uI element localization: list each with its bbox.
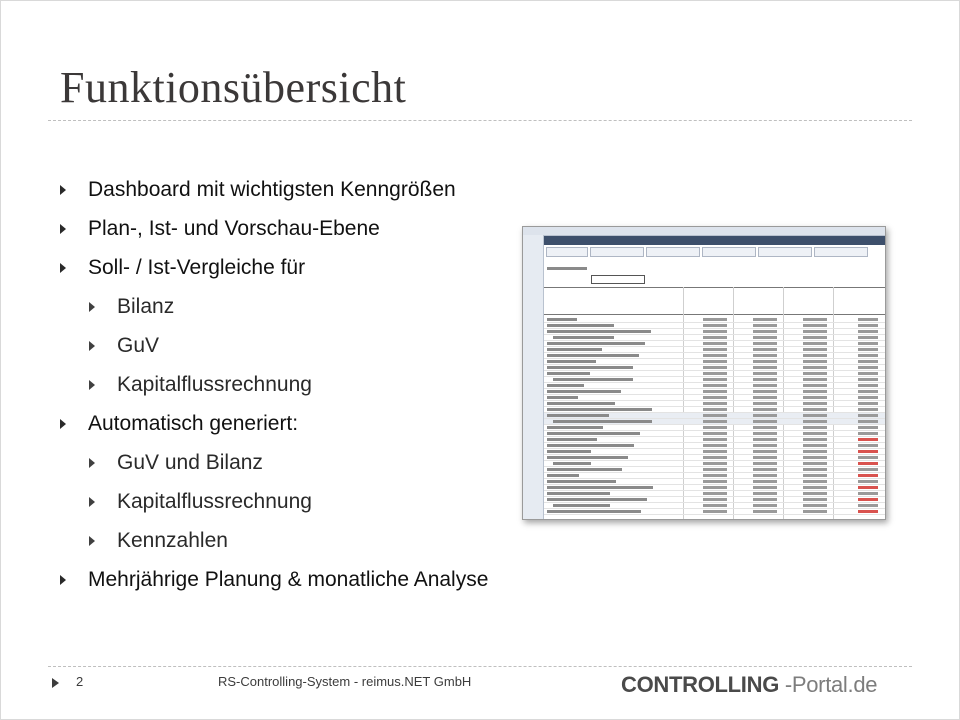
sheet-row-label xyxy=(547,450,591,453)
sheet-grid-line xyxy=(544,364,885,365)
sheet-grid-line xyxy=(544,358,885,359)
sheet-deviation-cell xyxy=(858,462,878,465)
sheet-number-cell xyxy=(803,354,827,357)
sheet-row-label xyxy=(553,462,591,465)
sheet-number-cell xyxy=(703,486,727,489)
sheet-row-label xyxy=(547,486,653,489)
sheet-row-label xyxy=(547,426,603,429)
sheet-deviation-cell xyxy=(858,360,878,363)
triangle-bullet-icon xyxy=(89,536,95,546)
sub-bullet-text: Kennzahlen xyxy=(117,529,228,552)
sheet-number-cell xyxy=(753,336,777,339)
sheet-number-cell xyxy=(803,504,827,507)
sheet-number-cell xyxy=(703,384,727,387)
triangle-bullet-icon xyxy=(60,575,66,585)
bullet-text: Plan-, Ist- und Vorschau-Ebene xyxy=(88,217,380,240)
sheet-number-cell xyxy=(803,474,827,477)
bullet-text: Dashboard mit wichtigsten Kenngrößen xyxy=(88,178,456,201)
sheet-deviation-cell xyxy=(858,402,878,405)
sheet-number-cell xyxy=(703,390,727,393)
sheet-number-cell xyxy=(803,330,827,333)
sheet-number-cell xyxy=(753,432,777,435)
sheet-grid-line xyxy=(544,370,885,371)
triangle-bullet-icon xyxy=(89,380,95,390)
triangle-bullet-icon xyxy=(89,497,95,507)
sheet-row-label xyxy=(553,504,610,507)
logo-light-text: -Portal.de xyxy=(779,672,878,697)
sheet-number-cell xyxy=(703,396,727,399)
slide-title: Funktionsübersicht xyxy=(60,63,407,112)
sheet-deviation-cell xyxy=(858,348,878,351)
sheet-deviation-cell xyxy=(858,366,878,369)
sheet-number-cell xyxy=(803,468,827,471)
sheet-deviation-cell xyxy=(858,450,878,453)
sheet-button-row xyxy=(544,247,885,256)
sheet-grid-line xyxy=(544,346,885,347)
sheet-grid-line xyxy=(544,382,885,383)
sheet-row-label xyxy=(547,474,579,477)
footer-divider xyxy=(48,666,912,667)
sheet-number-cell xyxy=(703,492,727,495)
triangle-bullet-icon xyxy=(60,419,66,429)
sheet-row-label xyxy=(547,510,641,513)
sheet-button xyxy=(646,247,700,257)
sheet-number-cell xyxy=(703,510,727,513)
sheet-grid-line xyxy=(544,388,885,389)
sheet-grid-line xyxy=(544,514,885,515)
sheet-month-dropdown xyxy=(591,275,645,284)
sheet-number-cell xyxy=(753,360,777,363)
sheet-button xyxy=(758,247,812,257)
sheet-deviation-cell xyxy=(858,474,878,477)
sheet-grid-line xyxy=(544,322,885,323)
sheet-grid-line xyxy=(544,376,885,377)
sheet-number-cell xyxy=(803,438,827,441)
sub-bullet-text: Kapitalflussrechnung xyxy=(117,373,312,396)
sheet-deviation-cell xyxy=(858,384,878,387)
sheet-number-cell xyxy=(803,408,827,411)
footer-arrow-icon xyxy=(52,678,59,688)
sheet-number-cell xyxy=(753,438,777,441)
sheet-number-cell xyxy=(803,390,827,393)
sheet-row-label xyxy=(547,480,616,483)
sheet-number-cell xyxy=(803,318,827,321)
sheet-number-cell xyxy=(703,402,727,405)
sheet-number-cell xyxy=(703,336,727,339)
sheet-row-label xyxy=(547,438,597,441)
sheet-grid-line xyxy=(544,406,885,407)
sheet-number-cell xyxy=(703,360,727,363)
sheet-button xyxy=(702,247,756,257)
sheet-row-label xyxy=(547,402,615,405)
sheet-number-cell xyxy=(753,498,777,501)
sheet-deviation-cell xyxy=(858,426,878,429)
sheet-number-cell xyxy=(703,474,727,477)
sheet-number-cell xyxy=(703,444,727,447)
sheet-row-label xyxy=(547,468,622,471)
sheet-number-cell xyxy=(753,396,777,399)
sheet-deviation-cell xyxy=(858,330,878,333)
sheet-grid-line xyxy=(544,472,885,473)
sheet-deviation-cell xyxy=(858,342,878,345)
sheet-number-cell xyxy=(753,342,777,345)
bullet-text: Automatisch generiert: xyxy=(88,412,299,435)
sheet-number-cell xyxy=(803,360,827,363)
sheet-grid-line xyxy=(544,400,885,401)
sheet-number-cell xyxy=(803,498,827,501)
sheet-number-cell xyxy=(753,456,777,459)
sheet-grid-line xyxy=(544,442,885,443)
sheet-deviation-cell xyxy=(858,372,878,375)
sheet-number-cell xyxy=(703,378,727,381)
sheet-number-cell xyxy=(753,420,777,423)
sheet-number-cell xyxy=(703,372,727,375)
sheet-grid-line xyxy=(544,508,885,509)
sheet-number-cell xyxy=(703,504,727,507)
sheet-number-cell xyxy=(753,384,777,387)
sheet-grid-line xyxy=(544,448,885,449)
sheet-number-cell xyxy=(703,450,727,453)
sheet-number-cell xyxy=(803,336,827,339)
sheet-row-label xyxy=(547,390,621,393)
sheet-number-cell xyxy=(803,480,827,483)
sheet-number-cell xyxy=(803,420,827,423)
sheet-deviation-cell xyxy=(858,504,878,507)
sheet-number-cell xyxy=(703,342,727,345)
sheet-number-cell xyxy=(753,408,777,411)
title-divider xyxy=(48,120,912,121)
sheet-number-cell xyxy=(703,468,727,471)
sheet-number-cell xyxy=(803,462,827,465)
sheet-number-cell xyxy=(803,492,827,495)
sheet-number-cell xyxy=(803,432,827,435)
bullet-text: Soll- / Ist-Vergleiche für xyxy=(88,256,306,279)
sheet-row-label xyxy=(547,318,577,321)
sheet-number-cell xyxy=(703,420,727,423)
sheet-number-cell xyxy=(803,450,827,453)
sheet-number-cell xyxy=(803,342,827,345)
sheet-deviation-cell xyxy=(858,480,878,483)
sheet-number-cell xyxy=(753,318,777,321)
sheet-number-cell xyxy=(703,498,727,501)
sheet-label xyxy=(547,267,587,270)
sheet-number-cell xyxy=(703,330,727,333)
sub-bullet-text: Kapitalflussrechnung xyxy=(117,490,312,513)
sheet-number-cell xyxy=(753,480,777,483)
sheet-number-cell xyxy=(703,408,727,411)
sheet-grid-line xyxy=(544,424,885,425)
sheet-grid-line xyxy=(544,454,885,455)
sheet-button xyxy=(546,247,588,257)
sheet-number-cell xyxy=(753,504,777,507)
sheet-grid-line xyxy=(544,352,885,353)
triangle-bullet-icon xyxy=(89,302,95,312)
sheet-row-label xyxy=(547,366,633,369)
sheet-deviation-cell xyxy=(858,354,878,357)
sheet-number-cell xyxy=(803,414,827,417)
sheet-deviation-cell xyxy=(858,456,878,459)
sheet-deviation-cell xyxy=(858,432,878,435)
sheet-number-cell xyxy=(703,462,727,465)
sheet-deviation-cell xyxy=(858,510,878,513)
sheet-grid-line xyxy=(544,484,885,485)
sheet-grid-line xyxy=(544,436,885,437)
sheet-grid-line xyxy=(544,334,885,335)
sheet-number-cell xyxy=(753,492,777,495)
sheet-number-cell xyxy=(803,396,827,399)
sheet-grid-line xyxy=(544,496,885,497)
sheet-number-cell xyxy=(803,324,827,327)
sheet-row-label xyxy=(547,396,578,399)
sheet-deviation-cell xyxy=(858,408,878,411)
logo-bold-text: CONTROLLING xyxy=(621,672,780,697)
sheet-row-label xyxy=(547,408,652,411)
sheet-number-cell xyxy=(803,510,827,513)
sheet-number-cell xyxy=(753,402,777,405)
sheet-number-cell xyxy=(803,366,827,369)
sheet-deviation-cell xyxy=(858,318,878,321)
sheet-button xyxy=(814,247,868,257)
sheet-row-label xyxy=(547,372,590,375)
sheet-number-cell xyxy=(703,414,727,417)
sheet-row-label xyxy=(547,414,609,417)
sheet-grid-line xyxy=(544,340,885,341)
sheet-number-cell xyxy=(753,390,777,393)
sheet-grid-line xyxy=(544,460,885,461)
sheet-row-label xyxy=(547,348,602,351)
sheet-deviation-cell xyxy=(858,498,878,501)
sheet-number-cell xyxy=(703,318,727,321)
sheet-deviation-cell xyxy=(858,336,878,339)
sheet-number-cell xyxy=(803,378,827,381)
sheet-grid-line xyxy=(544,328,885,329)
sheet-row-label xyxy=(547,444,634,447)
sheet-number-cell xyxy=(703,480,727,483)
sheet-number-cell xyxy=(753,372,777,375)
sheet-row-label xyxy=(553,420,652,423)
sheet-number-cell xyxy=(753,486,777,489)
sheet-row-label xyxy=(553,378,633,381)
sheet-number-cell xyxy=(803,384,827,387)
sheet-grid-line xyxy=(544,466,885,467)
sheet-number-cell xyxy=(703,348,727,351)
sheet-number-cell xyxy=(703,354,727,357)
sheet-number-cell xyxy=(803,402,827,405)
sub-bullet-text: GuV und Bilanz xyxy=(117,451,263,474)
sheet-row-label xyxy=(547,324,614,327)
sheet-number-cell xyxy=(703,426,727,429)
sheet-number-cell xyxy=(753,510,777,513)
sheet-number-cell xyxy=(753,378,777,381)
sheet-number-cell xyxy=(803,444,827,447)
sheet-number-cell xyxy=(753,468,777,471)
sheet-number-cell xyxy=(753,348,777,351)
sheet-number-cell xyxy=(753,414,777,417)
sheet-number-cell xyxy=(803,426,827,429)
sheet-number-cell xyxy=(703,432,727,435)
sheet-deviation-cell xyxy=(858,420,878,423)
sheet-row-label xyxy=(547,330,651,333)
sheet-row-label xyxy=(547,492,610,495)
sheet-row-label xyxy=(547,498,647,501)
spreadsheet-screenshot xyxy=(522,226,886,520)
sheet-grid-line xyxy=(544,430,885,431)
sheet-deviation-cell xyxy=(858,438,878,441)
sheet-grid-line xyxy=(544,502,885,503)
triangle-bullet-icon xyxy=(60,185,66,195)
sheet-number-cell xyxy=(803,348,827,351)
sheet-row-label xyxy=(547,384,584,387)
sub-bullet-text: Bilanz xyxy=(117,295,175,318)
sheet-deviation-cell xyxy=(858,324,878,327)
sheet-button xyxy=(590,247,644,257)
sheet-number-cell xyxy=(753,366,777,369)
sheet-deviation-cell xyxy=(858,444,878,447)
sheet-deviation-cell xyxy=(858,414,878,417)
sheet-deviation-cell xyxy=(858,492,878,495)
sub-bullet-text: GuV xyxy=(117,334,160,357)
sheet-number-cell xyxy=(753,426,777,429)
sheet-deviation-cell xyxy=(858,390,878,393)
sheet-grid-line xyxy=(544,478,885,479)
bullet-text: Mehrjährige Planung & monatliche Analyse xyxy=(88,568,489,591)
sheet-row-label xyxy=(547,432,640,435)
sheet-number-cell xyxy=(703,324,727,327)
sheet-number-cell xyxy=(753,474,777,477)
sheet-title-bar xyxy=(544,236,885,245)
sheet-number-cell xyxy=(753,354,777,357)
sheet-row-label xyxy=(547,342,645,345)
sheet-deviation-cell xyxy=(858,378,878,381)
sheet-number-cell xyxy=(703,456,727,459)
sheet-number-cell xyxy=(753,330,777,333)
sheet-number-cell xyxy=(703,438,727,441)
triangle-bullet-icon xyxy=(60,263,66,273)
sheet-row-label xyxy=(547,456,628,459)
sheet-row-label xyxy=(547,354,639,357)
sheet-deviation-cell xyxy=(858,396,878,399)
sheet-number-cell xyxy=(753,444,777,447)
sheet-grid-line xyxy=(544,490,885,491)
sheet-column-header xyxy=(523,227,885,236)
sheet-number-cell xyxy=(803,456,827,459)
sheet-row-gutter xyxy=(523,235,544,519)
controlling-portal-logo xyxy=(621,672,877,698)
sheet-deviation-cell xyxy=(858,468,878,471)
triangle-bullet-icon xyxy=(89,458,95,468)
sheet-number-cell xyxy=(803,372,827,375)
sheet-grid-line xyxy=(544,394,885,395)
triangle-bullet-icon xyxy=(89,341,95,351)
sheet-number-cell xyxy=(753,324,777,327)
sheet-number-cell xyxy=(753,462,777,465)
footer-text: RS-Controlling-System - reimus.NET GmbH xyxy=(218,674,472,689)
sheet-row-label xyxy=(547,360,596,363)
sheet-number-cell xyxy=(803,486,827,489)
sheet-number-cell xyxy=(753,450,777,453)
sheet-row-label xyxy=(553,336,614,339)
triangle-bullet-icon xyxy=(60,224,66,234)
sheet-number-cell xyxy=(703,366,727,369)
page-number: 2 xyxy=(76,674,84,689)
sheet-deviation-cell xyxy=(858,486,878,489)
